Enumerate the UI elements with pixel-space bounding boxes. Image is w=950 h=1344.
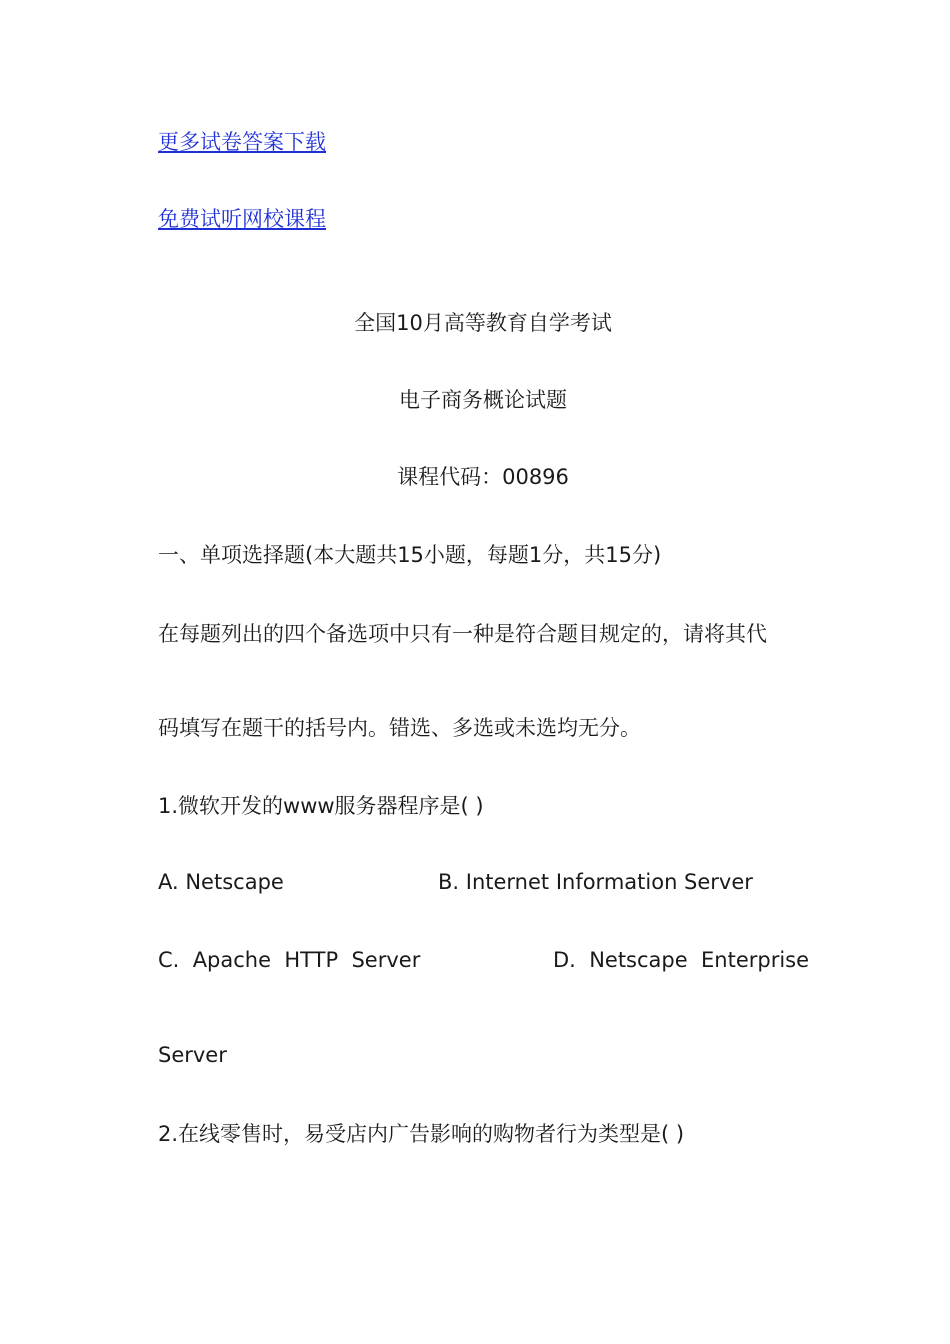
instruction-line-1: 在每题列出的四个备选项中只有一种是符合题目规定的，请将其代 [158, 622, 767, 646]
instruction-line-2: 码填写在题干的括号内。错选、多选或未选均无分。 [158, 716, 641, 740]
question-1-option-b: B. Internet Information Server [438, 870, 753, 894]
more-answers-link[interactable]: 更多试卷答案下载 [158, 130, 326, 154]
section-heading: 一、单项选择题(本大题共15小题，每题1分，共15分) [158, 543, 662, 567]
question-1-option-c: C. Apache HTTP Server [158, 948, 421, 972]
question-2-stem: 2.在线零售时，易受店内广告影响的购物者行为类型是( ) [158, 1122, 685, 1146]
course-code: 课程代码：00896 [397, 465, 569, 489]
subject-title: 电子商务概论试题 [399, 388, 567, 412]
question-1-stem: 1.微软开发的www服务器程序是( ) [158, 794, 484, 818]
free-course-link[interactable]: 免费试听网校课程 [158, 207, 326, 231]
question-1-option-d-continued: Server [158, 1043, 227, 1067]
question-1-option-a: A. Netscape [158, 870, 284, 894]
question-1-option-d: D. Netscape Enterprise [553, 948, 810, 972]
exam-title: 全国10月高等教育自学考试 [354, 311, 612, 335]
